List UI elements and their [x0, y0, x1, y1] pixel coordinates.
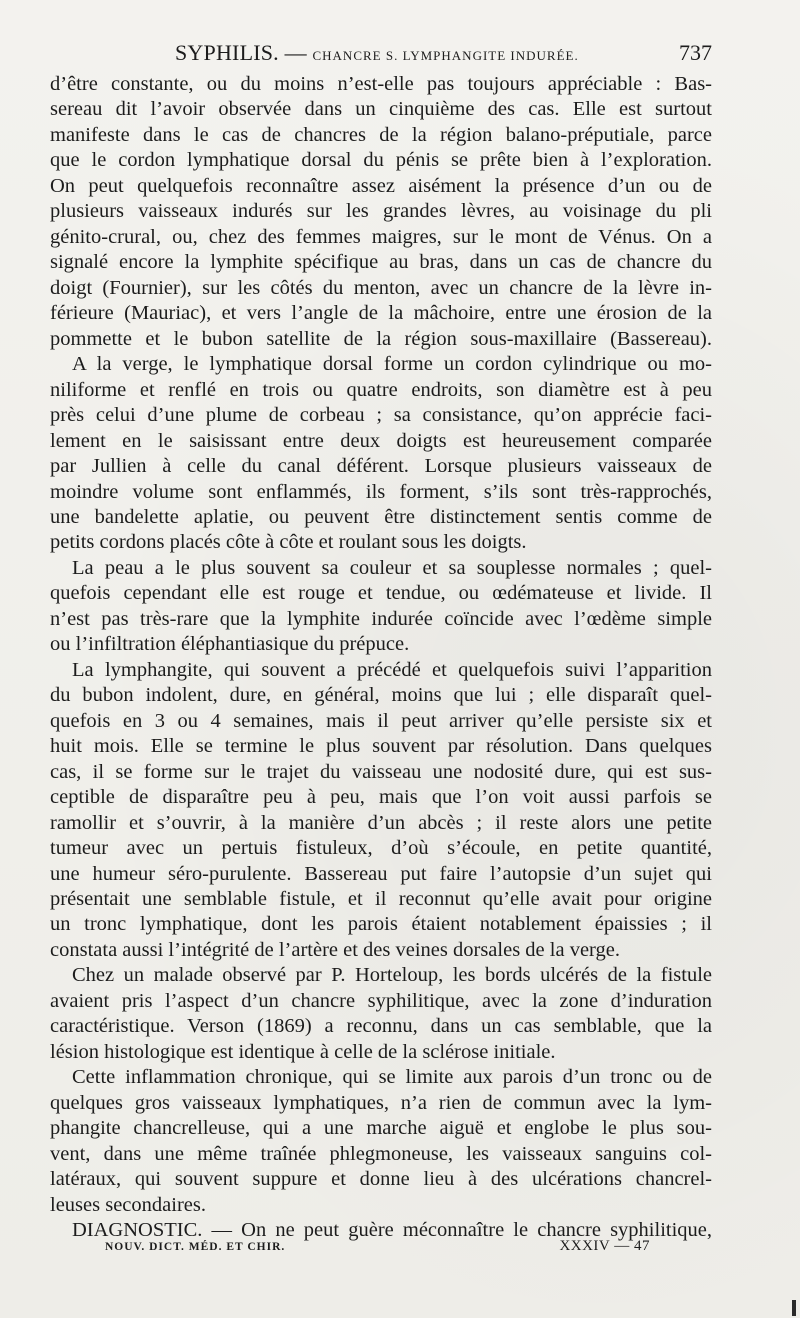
text-line: quefois cependant elle est rouge et tendue, ou œdémateuse et livide. Il	[50, 582, 712, 605]
text-line: latéraux, qui souvent suppure et donne lieu à des ulcérations chancrel-	[50, 1168, 712, 1191]
header-title: SYPHILIS.	[175, 40, 279, 65]
header-dash: —	[284, 40, 307, 65]
text-line: plusieurs vaisseaux indurés sur les grandes lèvres, au voisinage du pli	[50, 200, 712, 223]
paragraph-start-line: Chez un malade observé par P. Horteloup, les bords ulcérés de la fistule	[72, 964, 712, 987]
header-subtitle: CHANCRE S. LYMPHANGITE INDURÉE.	[312, 48, 579, 63]
text-line: présentait une semblable fistule, et il reconnut qu’elle avait pour origine	[50, 888, 712, 910]
footer-signature: XXXIV — 47	[559, 1238, 650, 1254]
text-line: un tronc lymphatique, dont les parois étaient notablement épaissies ; il	[50, 913, 712, 936]
paragraph-end-line: ou l’infiltration éléphantiasique du prépuce.	[50, 633, 410, 656]
paragraph-start-line: La peau a le plus souvent sa couleur et sa souplesse normales ; quel-	[72, 556, 712, 579]
text-line: par Jullien à celle du canal déférent. Lorsque plusieurs vaisseaux de	[50, 455, 712, 478]
paragraph-end-line: lésion histologique est identique à celle de la sclérose initiale.	[50, 1040, 556, 1063]
paragraph-start-line: A la verge, le lymphatique dorsal forme un cordon cylindrique ou mo-	[72, 353, 712, 376]
text-line: du bubon indolent, dure, en général, moins que lui ; elle disparaît quel-	[50, 684, 712, 707]
text-line: manifeste dans le cas de chancres de la région balano-préputiale, parce	[50, 123, 712, 146]
text-line: avaient pris l’aspect d’un chancre syphilitique, avec la zone d’induration	[50, 989, 712, 1012]
scan-edge-mark	[792, 1300, 796, 1316]
text-line: niliforme et renflé en trois ou quatre endroits, son diamètre est à peu	[50, 378, 712, 401]
text-line: pommette et le bubon satellite de la région sous-maxillaire (Bassereau).	[50, 327, 712, 350]
text-line: tumeur avec un pertuis fistuleux, d’où s’écoule, en petite quantité,	[50, 837, 712, 860]
text-line: quelques gros vaisseaux lymphatiques, n’a rien de commun avec la lym-	[50, 1091, 712, 1114]
text-line: moindre volume sont enflammés, ils forment, s’ils sont très-rapprochés,	[50, 480, 712, 503]
text-line: férieure (Mauriac), et vers l’angle de la mâchoire, entre une érosion de la	[50, 302, 712, 325]
text-line: près celui d’une plume de corbeau ; sa consistance, qu’on apprécie faci-	[50, 404, 712, 427]
text-line: On peut quelquefois reconnaître assez aisément la présence d’un ou de	[50, 174, 712, 197]
text-line: d’être constante, ou du moins n’est-elle pas toujours appréciable : Bas-	[50, 73, 712, 95]
paragraph-start-line: Cette inflammation chronique, qui se limite aux parois d’un tronc ou de	[72, 1066, 712, 1089]
text-line: signalé encore la lymphite spécifique au bras, dans un cas de chancre du	[50, 251, 712, 274]
footer-publication: NOUV. DICT. MÉD. ET CHIR.	[105, 1241, 286, 1253]
text-line: une bandelette aplatie, ou peuvent être distinctement sentis comme de	[50, 505, 712, 528]
text-line: vent, dans une même traînée phlegmoneuse, les vaisseaux sanguins col-	[50, 1142, 712, 1165]
text-line: que le cordon lymphatique dorsal du pénis se prête bien à l’exploration.	[50, 149, 712, 172]
paragraph-start-line: La lymphangite, qui souvent a précédé et quelquefois suivi l’apparition	[72, 658, 712, 681]
text-line: caractéristique. Verson (1869) a reconnu, dans un cas semblable, que la	[50, 1015, 712, 1038]
text-line: sereau dit l’avoir observée dans un cinquième des cas. Elle est surtout	[50, 98, 712, 121]
text-line: n’est pas très-rare que la lymphite indurée coïncide avec l’œdème simple	[50, 607, 712, 630]
page-footer	[105, 1238, 650, 1263]
running-header	[50, 40, 712, 70]
text-line: une humeur séro-purulente. Bassereau put faire l’autopsie d’un sujet qui	[50, 862, 712, 885]
text-line: génito-crural, ou, chez des femmes maigres, sur le mont de Vénus. On a	[50, 225, 712, 248]
text-line: phangite chancrelleuse, qui a une marche aiguë et englobe le plus sou-	[50, 1117, 712, 1140]
text-line: ramollir et s’ouvrir, à la manière d’un abcès ; il reste alors une petite	[50, 811, 712, 834]
text-line: doigt (Fournier), sur les côtés du menton, avec un chancre de la lèvre in-	[50, 276, 712, 299]
paragraph-end-line: leuses secondaires.	[50, 1193, 206, 1216]
paragraph-end-line: petits cordons placés côte à côte et roulant sous les doigts.	[50, 531, 527, 554]
text-line: ceptible de disparaître peu à peu, mais que l’on voit aussi parfois se	[50, 786, 712, 809]
paragraph-end-line: constata aussi l’intégrité de l’artère et des veines dorsales de la verge.	[50, 938, 620, 961]
section-start-line: DIAGNOSTIC. — On ne peut guère méconnaître le chancre syphilitique,	[72, 1219, 712, 1242]
header-title-group	[175, 40, 579, 66]
text-line: lement en le saisissant entre deux doigts est heureusement comparée	[50, 429, 712, 452]
body-text	[50, 72, 712, 1244]
page-number: 737	[679, 40, 712, 65]
text-line: quefois en 3 ou 4 semaines, mais il peut arriver qu’elle persiste six et	[50, 709, 712, 732]
text-line: cas, il se forme sur le trajet du vaisseau une nodosité dure, qui est sus-	[50, 760, 712, 783]
text-line: huit mois. Elle se termine le plus souvent par résolution. Dans quelques	[50, 735, 712, 758]
